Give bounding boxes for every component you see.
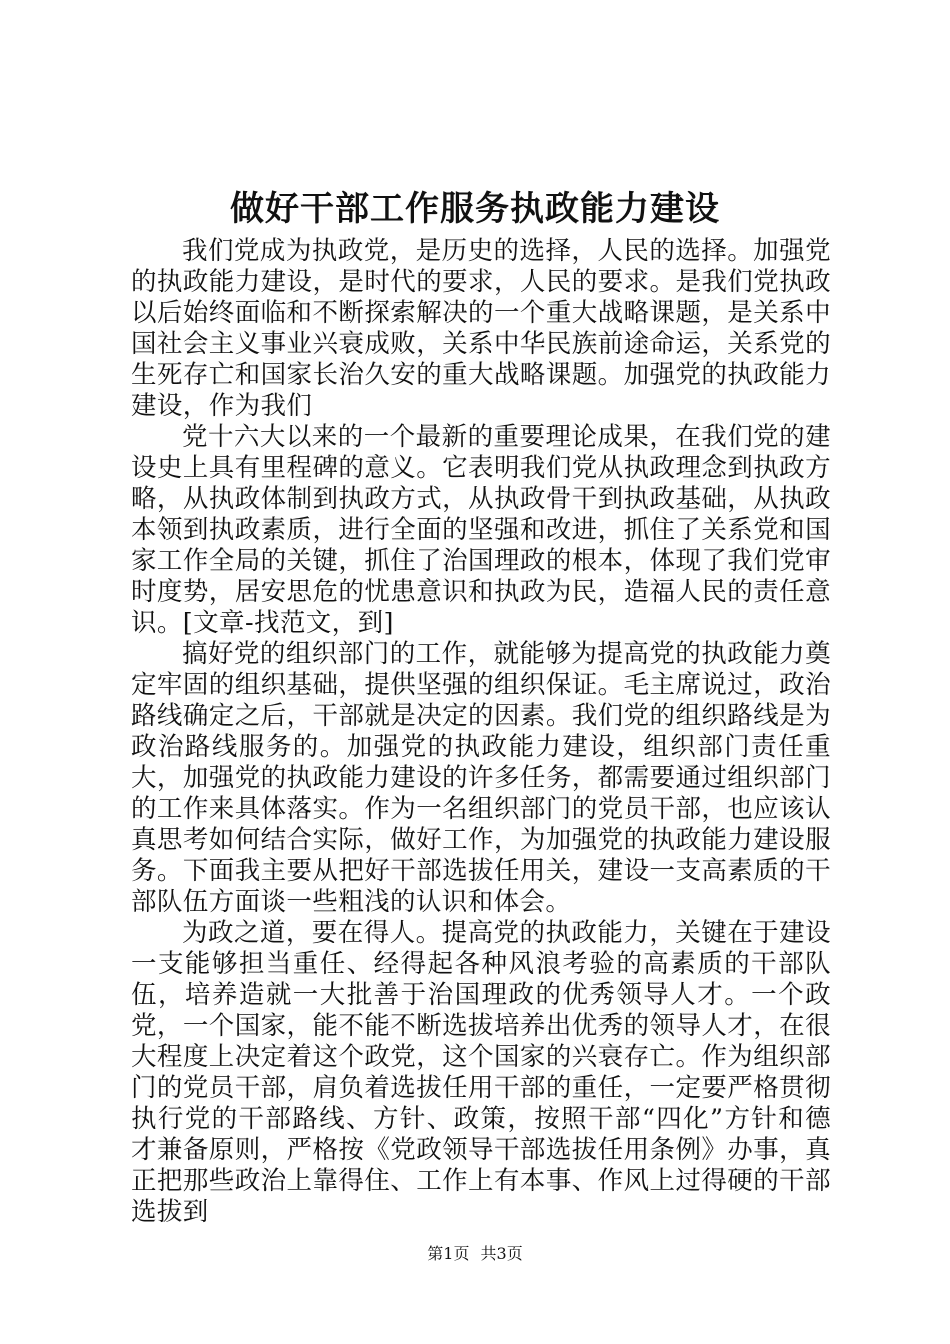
paragraph-3: 搞好党的组织部门的工作，就能够为提高党的执政能力奠定牢固的组织基础，提供坚强的组织保证。毛主席说过，政治路线确定之后，干部就是决定的因素。我们党的组织路线是为政治路线服务的。加强党的执政能力建设，组织部门责任重大，加强党的执政能力建设的许多任务，都需要通过组织部门的工作来具体落实。作为一名组织部门的党员干部，也应该认真思考如何结合实际，做好工作，为加强党的执政能力建设服务。下面我主要从把好干部选拔任用关，建设一支高素质的干部队伍方面谈一些粗浅的认识和体会。 xyxy=(131,639,831,917)
page-number: 第1页 xyxy=(427,1244,470,1263)
paragraph-2: 党十六大以来的一个最新的重要理论成果，在我们党的建设史上具有里程碑的意义。它表明我们党从执政理念到执政方略，从执政体制到执政方式，从执政骨干到执政基础，从执政本领到执政素质，进行全面的坚强和改进，抓住了关系党和国家工作全局的关键，抓住了治国理政的根本，体现了我们党审时度势，居安思危的忧患意识和执政为民，造福人民的责任意识。[文章-找范文，到] xyxy=(131,422,831,638)
page-total: 共3页 xyxy=(480,1244,523,1263)
page-footer xyxy=(0,1243,950,1265)
document-title: 做好干部工作服务执政能力建设 xyxy=(230,189,720,229)
paragraph-1: 我们党成为执政党，是历史的选择，人民的选择。加强党的执政能力建设，是时代的要求，人民的要求。是我们党执政以后始终面临和不断探索解决的一个重大战略课题，是关系中国社会主义事业兴衰成败，关系中华民族前途命运，关系党的生死存亡和国家长治久安的重大战略课题。加强党的执政能力建设，作为我们 xyxy=(131,236,831,421)
document-body xyxy=(131,236,831,1228)
paragraph-4: 为政之道，要在得人。提高党的执政能力，关键在于建设一支能够担当重任、经得起各种风浪考验的高素质的干部队伍，培养造就一大批善于治国理政的优秀领导人才。一个政党，一个国家，能不能不断选拔培养出优秀的领导人才，在很大程度上决定着这个政党，这个国家的兴衰存亡。作为组织部门的党员干部，肩负着选拔任用干部的重任，一定要严格贯彻执行党的干部路线、方针、政策，按照干部“四化”方针和德才兼备原则，严格按《党政领导干部选拔任用条例》办事，真正把那些政治上靠得住、工作上有本事、作风上过得硬的干部选拔到 xyxy=(131,918,831,1227)
